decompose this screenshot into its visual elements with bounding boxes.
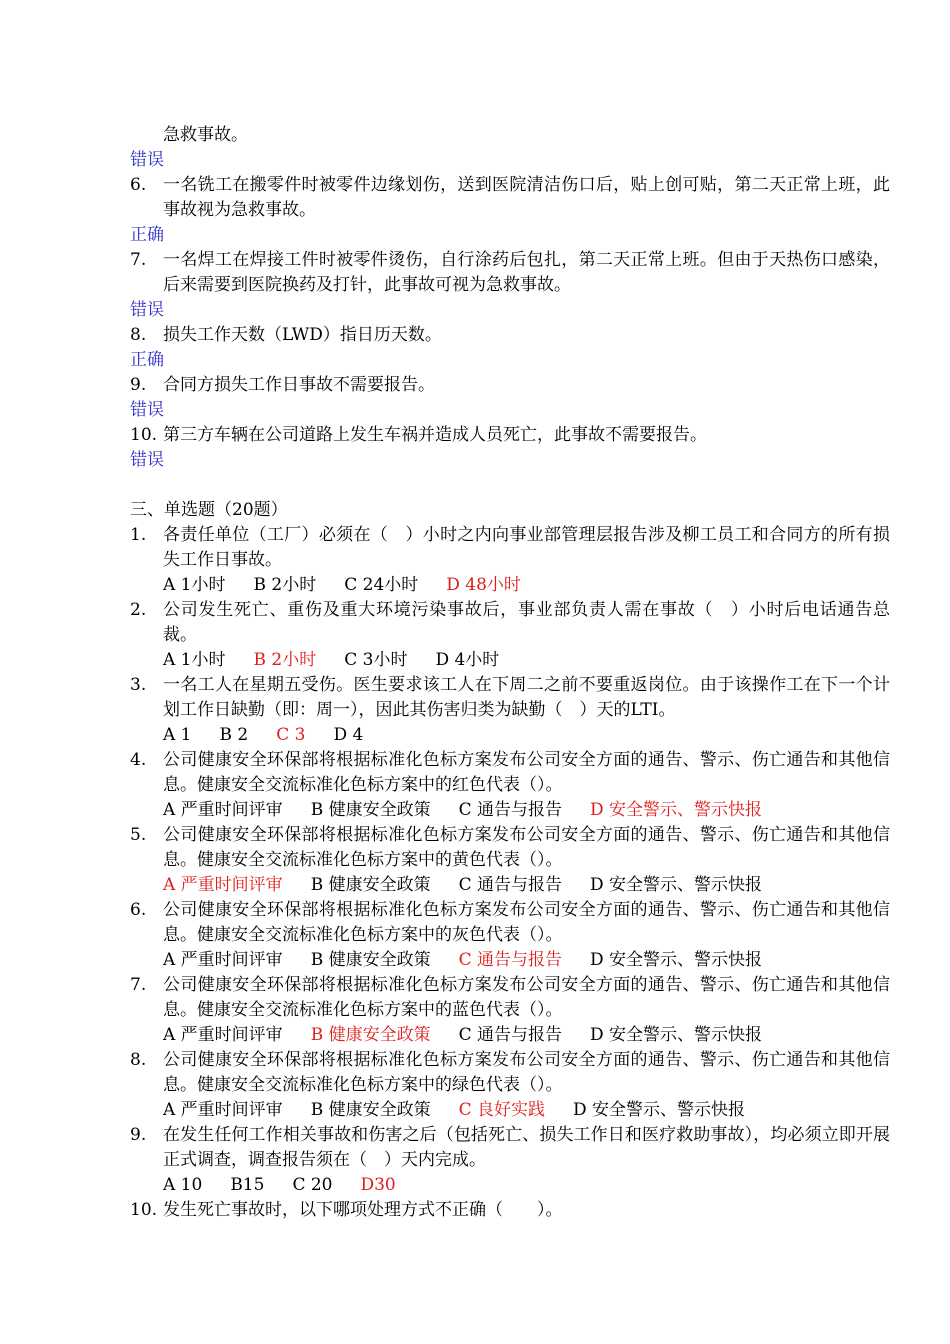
question-number: 3. [130,675,147,695]
question-number: 8. [130,1050,147,1070]
mc-question-1 [130,523,890,573]
option: A 严重时间评审 [163,950,283,970]
question-text: 发生死亡事故时，以下哪项处理方式不正确（ ）。 [163,1200,563,1220]
answer-label: 错误 [130,450,164,470]
question-text: 损失工作天数（LWD）指日历天数。 [163,325,442,345]
correct-option: D 48小时 [446,575,521,595]
question-number: 5. [130,825,147,845]
question-text: 公司健康安全环保部将根据标准化色标方案发布公司安全方面的通告、警示、伤亡通告和其他信息。健康安全交流标准化色标方案中的灰色代表（）。 [163,900,890,945]
question-text: 公司健康安全环保部将根据标准化色标方案发布公司安全方面的通告、警示、伤亡通告和其他信息。健康安全交流标准化色标方案中的绿色代表（）。 [163,1050,890,1095]
answer-label: 错误 [130,300,164,320]
question-text: 各责任单位（工厂）必须在（ ）小时之内向事业部管理层报告涉及柳工员工和合同方的所有损失工作日事故。 [163,525,890,570]
option: A 严重时间评审 [163,800,283,820]
correct-option: C 通告与报告 [458,950,563,970]
option: A 严重时间评审 [163,1100,283,1120]
question-text: 公司发生死亡、重伤及重大环境污染事故后，事业部负责人需在事故（ ）小时后电话通告总裁。 [163,600,890,645]
question-number: 8. [130,325,147,345]
options-row [130,798,890,823]
question-text: 一名焊工在焊接工件时被零件烫伤，自行涂药后包扎，第二天正常上班。但由于天热伤口感染，后来需要到医院换药及打针，此事故可视为急救事故。 [163,250,890,295]
mc-question-9 [130,1123,890,1173]
answer-label: 错误 [130,150,164,170]
option: D 安全警示、警示快报 [590,950,763,970]
question-number: 2. [130,600,147,620]
option: C 3小时 [344,650,408,670]
question-number: 10. [130,1200,158,1220]
tf-question-10 [130,423,890,448]
correct-option: C 良好实践 [458,1100,546,1120]
question-text: 第三方车辆在公司道路上发生车祸并造成人员死亡，此事故不需要报告。 [163,425,707,445]
options-row [130,1098,890,1123]
tf-question-9 [130,373,890,398]
options-row [130,723,890,748]
mc-question-8 [130,1048,890,1098]
mc-question-7 [130,973,890,1023]
question-text: 在发生任何工作相关事故和伤害之后（包括死亡、损失工作日和医疗救助事故），均必须立即开展正式调查，调查报告须在（ ）天内完成。 [163,1125,890,1170]
option: A 严重时间评审 [163,1025,283,1045]
option: C 通告与报告 [458,1025,563,1045]
option: D 安全警示、警示快报 [590,875,763,895]
question-text: 公司健康安全环保部将根据标准化色标方案发布公司安全方面的通告、警示、伤亡通告和其他信息。健康安全交流标准化色标方案中的蓝色代表（）。 [163,975,890,1020]
section-heading: 三、单选题（20题） [130,500,288,520]
question-number: 7. [130,250,147,270]
correct-option: D30 [360,1175,396,1195]
question-text: 公司健康安全环保部将根据标准化色标方案发布公司安全方面的通告、警示、伤亡通告和其他信息。健康安全交流标准化色标方案中的红色代表（）。 [163,750,890,795]
mc-question-2 [130,598,890,648]
question-text: 合同方损失工作日事故不需要报告。 [163,375,435,395]
option: D 4小时 [435,650,500,670]
tf-question-7 [130,248,890,298]
question-text: 公司健康安全环保部将根据标准化色标方案发布公司安全方面的通告、警示、伤亡通告和其他信息。健康安全交流标准化色标方案中的黄色代表（）。 [163,825,890,870]
tf-question-6 [130,173,890,223]
question-number: 7. [130,975,147,995]
question-text-continuation: 急救事故。 [163,125,248,145]
options-row [130,1023,890,1048]
correct-option: B 健康安全政策 [310,1025,431,1045]
option: B 健康安全政策 [310,875,431,895]
option: D 安全警示、警示快报 [590,1025,763,1045]
option: C 20 [292,1175,333,1195]
option: B15 [230,1175,265,1195]
options-row [130,573,890,598]
option: A 10 [163,1175,203,1195]
answer-label: 错误 [130,400,164,420]
option: D 安全警示、警示快报 [573,1100,746,1120]
multiple-choice-list [130,523,890,1223]
tf-question-8 [130,323,890,348]
question-number: 9. [130,1125,147,1145]
correct-option: C 3 [276,725,306,745]
correct-option: B 2小时 [253,650,317,670]
option: A 1 [163,725,192,745]
mc-question-6 [130,898,890,948]
option: B 健康安全政策 [310,1100,431,1120]
option: B 2小时 [253,575,317,595]
answer-label: 正确 [130,350,164,370]
mc-question-4 [130,748,890,798]
document-page [130,123,890,1223]
mc-question-5 [130,823,890,873]
question-number: 9. [130,375,147,395]
option: D 4 [333,725,364,745]
question-number: 6. [130,900,147,920]
option: B 2 [219,725,249,745]
option: B 健康安全政策 [310,800,431,820]
question-number: 6. [130,175,147,195]
question-number: 1. [130,525,147,545]
options-row [130,648,890,673]
mc-question-10 [130,1198,890,1223]
mc-question-3 [130,673,890,723]
option: A 1小时 [163,650,226,670]
answer-label: 正确 [130,225,164,245]
correct-option: D 安全警示、警示快报 [590,800,763,820]
question-number: 10. [130,425,158,445]
options-row [130,1173,890,1198]
correct-option: A 严重时间评审 [163,875,283,895]
question-number: 4. [130,750,147,770]
question-text: 一名铣工在搬零件时被零件边缘划伤，送到医院清洁伤口后，贴上创可贴，第二天正常上班，此事故视为急救事故。 [163,175,890,220]
option: C 24小时 [344,575,419,595]
option: C 通告与报告 [458,800,563,820]
option: B 健康安全政策 [310,950,431,970]
question-text: 一名工人在星期五受伤。医生要求该工人在下周二之前不要重返岗位。由于该操作工在下一个计划工作日缺勤（即：周一），因此其伤害归类为缺勤（ ）天的LTI。 [163,675,890,720]
options-row [130,948,890,973]
option: C 通告与报告 [458,875,563,895]
options-row [130,873,890,898]
spacer [130,473,890,498]
option: A 1小时 [163,575,226,595]
